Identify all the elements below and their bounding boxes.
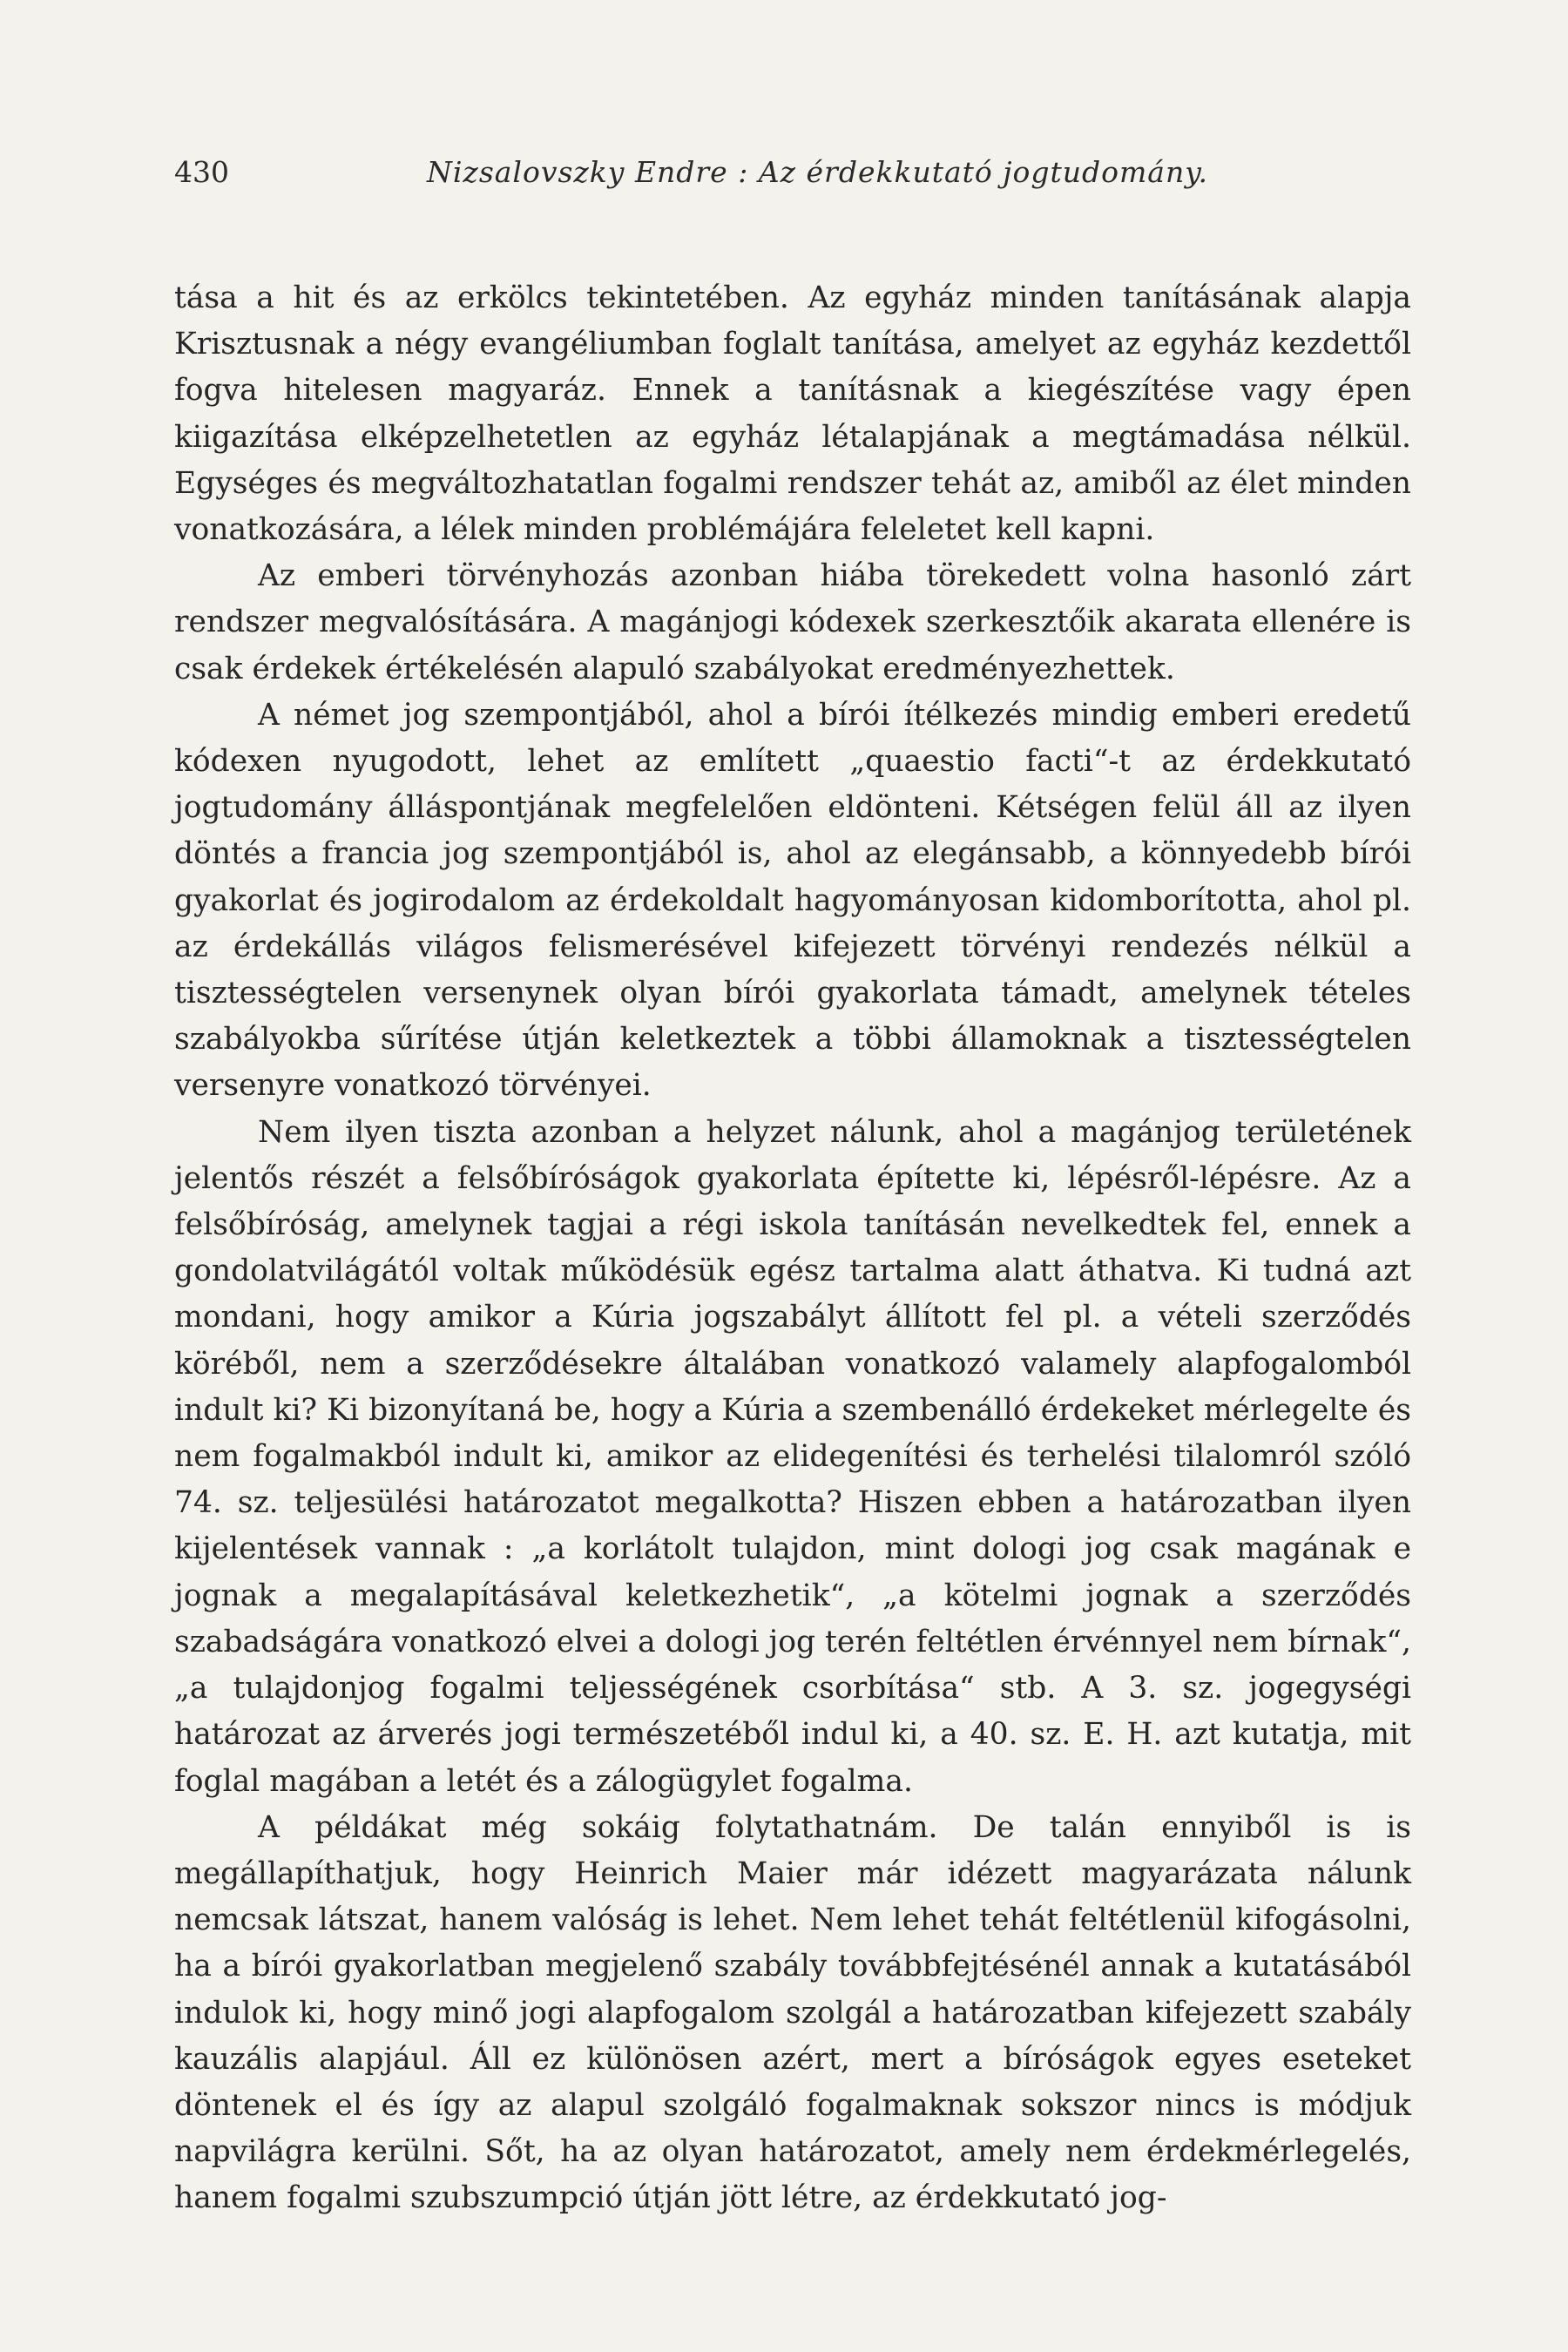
page-number: 430 <box>174 155 229 189</box>
running-head <box>174 155 1411 199</box>
running-title: Nizsalovszky Endre : Az érdekkutató jogtudomány. <box>427 155 1208 189</box>
body-text <box>174 275 1411 2222</box>
paragraph-5: A példákat még sokáig folytathatnám. De talán ennyiből is is megállapíthatjuk, hogy Heinrich Maier már idézett magyarázata nálunk nemcsak látszat, hanem valóság is lehet. Nem lehet tehát feltétlenül kifogásolni, ha a bírói gyakorlatban megjelenő szabály továbbfejtésénél annak a kutatásából indulok ki, hogy minő jogi alapfogalom szolgál a határozatban kifejezett szabály kauzális alapjául. Áll ez különösen azért, mert a bíróságok egyes eseteket döntenek el és így az alapul szolgáló fogalmaknak sokszor nincs is módjuk napvilágra kerülni. Sőt, ha az olyan határozatot, amely nem érdekmérlegelés, hanem fogalmi szubszumpció útján jött létre, az érdekkutató jog- <box>174 1809 1411 2216</box>
paragraph-4: Nem ilyen tiszta azonban a helyzet nálunk, ahol a magánjog területének jelentős részét a felsőbíróságok gyakorlata építette ki, lépésről-lépésre. Az a felsőbíróság, amelynek tagjai a régi iskola tanításán nevelkedtek fel, ennek a gondolatvilágától voltak működésük egész tartalma alatt áthatva. Ki tudná azt mondani, hogy amikor a Kúria jogszabályt állított fel pl. a vételi szerződés köréből, nem a szerződésekre általában vonatkozó valamely alapfogalomból indult ki? Ki bizonyítaná be, hogy a Kúria a szembenálló érdekeket mérlegelte és nem fogalmakból indult ki, amikor az elidegenítési és terhelési tilalomról szóló 74. sz. teljesülési határozatot megalkotta? Hiszen ebben a határozatban ilyen kijelentések vannak : „a korlátolt tulajdon, mint dologi jog csak magának e jognak a megalapításával keletkezhetik“, „a kötelmi jognak a szerződés szabadságára vonatkozó elvei a dologi jog terén feltétlen érvénnyel nem bírnak“, „a tulajdonjog fogalmi teljességének csorbítása“ stb. A 3. sz. jogegységi határozat az árverés jogi természetéből indul ki, a 40. sz. E. H. azt kutatja, mit foglal magában a letét és a zálogügylet fogalma. <box>174 1114 1411 1799</box>
paragraph-3: A német jog szempontjából, ahol a bírói ítélkezés mindig emberi eredetű kódexen nyugodott, lehet az említett „quaestio facti“-t az érdekkutató jogtudomány álláspontjának megfelelően eldönteni. Kétségen felül áll az ilyen döntés a francia jog szempontjából is, ahol az elegánsabb, a könnyedebb bírói gyakorlat és jogirodalom az érdekoldalt hagyományosan kidomborította, ahol pl. az érdekállás világos felismerésével kifejezett törvényi rendezés nélkül a tisztességtelen versenynek olyan bírói gyakorlata támadt, amelynek tételes szabályokba sűrítése útján keletkeztek a többi államoknak a tisztességtelen versenyre vonatkozó törvényei. <box>174 697 1411 1104</box>
paragraph-2: Az emberi törvényhozás azonban hiába törekedett volna hasonló zárt rendszer megvalósítására. A magánjogi kódexek szerkesztőik akarata ellenére is csak érdekek értékelésén alapuló szabályokat eredményezhettek. <box>174 558 1411 686</box>
paragraph-1: tása a hit és az erkölcs tekintetében. Az egyház minden tanításának alapja Krisztusnak a négy evangéliumban foglalt tanítása, amelyet az egyház kezdettől fogva hitelesen magyaráz. Ennek a tanításnak a kiegészítése vagy épen kiigazítása elképzelhetetlen az egyház létalapjának a megtámadása nélkül. Egységes és megváltozhatatlan fogalmi rendszer tehát az, amiből az élet minden vonatkozására, a lélek minden problémájára feleletet kell kapni. <box>174 280 1411 548</box>
